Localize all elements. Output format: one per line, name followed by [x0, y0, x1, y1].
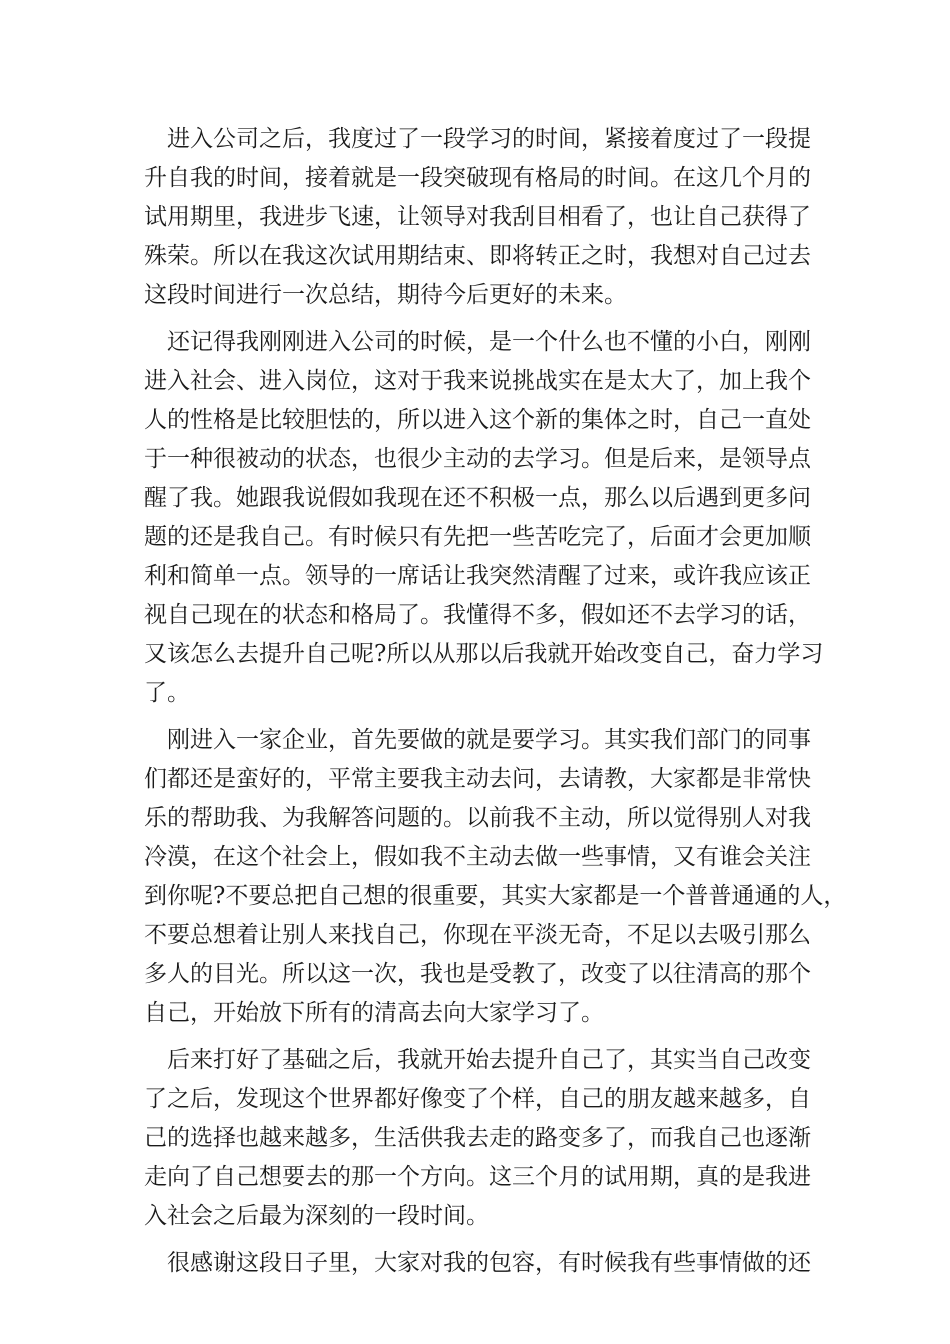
- paragraph: [144, 721, 847, 1033]
- text-line: 自己，开始放下所有的清高去向大家学习了。: [144, 1000, 604, 1026]
- text-line: 了。: [144, 680, 190, 706]
- text-line: 不要总想着让别人来找自己，你现在平淡无奇，不足以去吸引那么: [144, 922, 811, 948]
- text-line: 人的性格是比较胆怯的，所以进入这个新的集体之时，自己一直处: [144, 407, 811, 433]
- text-line: 还记得我刚刚进入公司的时候，是一个什么也不懂的小白，刚刚: [167, 329, 811, 355]
- text-line: 这段时间进行一次总结，期待今后更好的未来。: [144, 282, 627, 308]
- text-line: 多人的目光。所以这一次，我也是受教了，改变了以往清高的那个: [144, 961, 811, 987]
- text-line: 进入公司之后，我度过了一段学习的时间，紧接着度过了一段提: [167, 126, 811, 152]
- text-line: 于一种很被动的状态，也很少主动的去学习。但是后来，是领导点: [144, 446, 811, 472]
- text-line: 进入社会、进入岗位，这对于我来说挑战实在是太大了，加上我个: [144, 368, 811, 394]
- text-line: 入社会之后最为深刻的一段时间。: [144, 1203, 489, 1229]
- text-line: 后来打好了基础之后，我就开始去提升自己了，其实当自己改变: [167, 1047, 811, 1073]
- text-line: 冷漠，在这个社会上，假如我不主动去做一些事情，又有谁会关注: [144, 844, 811, 870]
- text-line: 视自己现在的状态和格局了。我懂得不多，假如还不去学习的话，: [144, 602, 811, 628]
- paragraph: [144, 1041, 834, 1236]
- text-line: 题的还是我自己。有时候只有先把一些苦吃完了，后面才会更加顺: [144, 524, 811, 550]
- text-line: 们都还是蛮好的，平常主要我主动去问，去请教，大家都是非常快: [144, 766, 811, 792]
- paragraph: [144, 1244, 834, 1283]
- text-line: 试用期里，我进步飞速，让领导对我刮目相看了，也让自己获得了: [144, 204, 811, 230]
- text-line: 了之后，发现这个世界都好像变了个样，自己的朋友越来越多，自: [144, 1086, 811, 1112]
- paragraph: [144, 323, 834, 713]
- text-line: 又该怎么去提升自己呢?所以从那以后我就开始改变自己，奋力学习: [144, 641, 824, 667]
- text-line: 到你呢?不要总把自己想的很重要，其实大家都是一个普普通通的人，: [144, 883, 847, 909]
- text-line: 刚进入一家企业，首先要做的就是要学习。其实我们部门的同事: [167, 727, 811, 753]
- text-line: 利和简单一点。领导的一席话让我突然清醒了过来，或许我应该正: [144, 563, 811, 589]
- text-line: 走向了自己想要去的那一个方向。这三个月的试用期，真的是我进: [144, 1164, 811, 1190]
- text-line: 殊荣。所以在我这次试用期结束、即将转正之时，我想对自己过去: [144, 243, 811, 269]
- paragraph: [144, 120, 834, 315]
- text-line: 乐的帮助我、为我解答问题的。以前我不主动，所以觉得别人对我: [144, 805, 811, 831]
- text-line: 很感谢这段日子里，大家对我的包容，有时候我有些事情做的还: [167, 1250, 811, 1276]
- text-line: 醒了我。她跟我说假如我现在还不积极一点，那么以后遇到更多问: [144, 485, 811, 511]
- text-line: 升自我的时间，接着就是一段突破现有格局的时间。在这几个月的: [144, 165, 811, 191]
- text-line: 己的选择也越来越多，生活供我去走的路变多了，而我自己也逐渐: [144, 1125, 811, 1151]
- document-body: [144, 120, 847, 1291]
